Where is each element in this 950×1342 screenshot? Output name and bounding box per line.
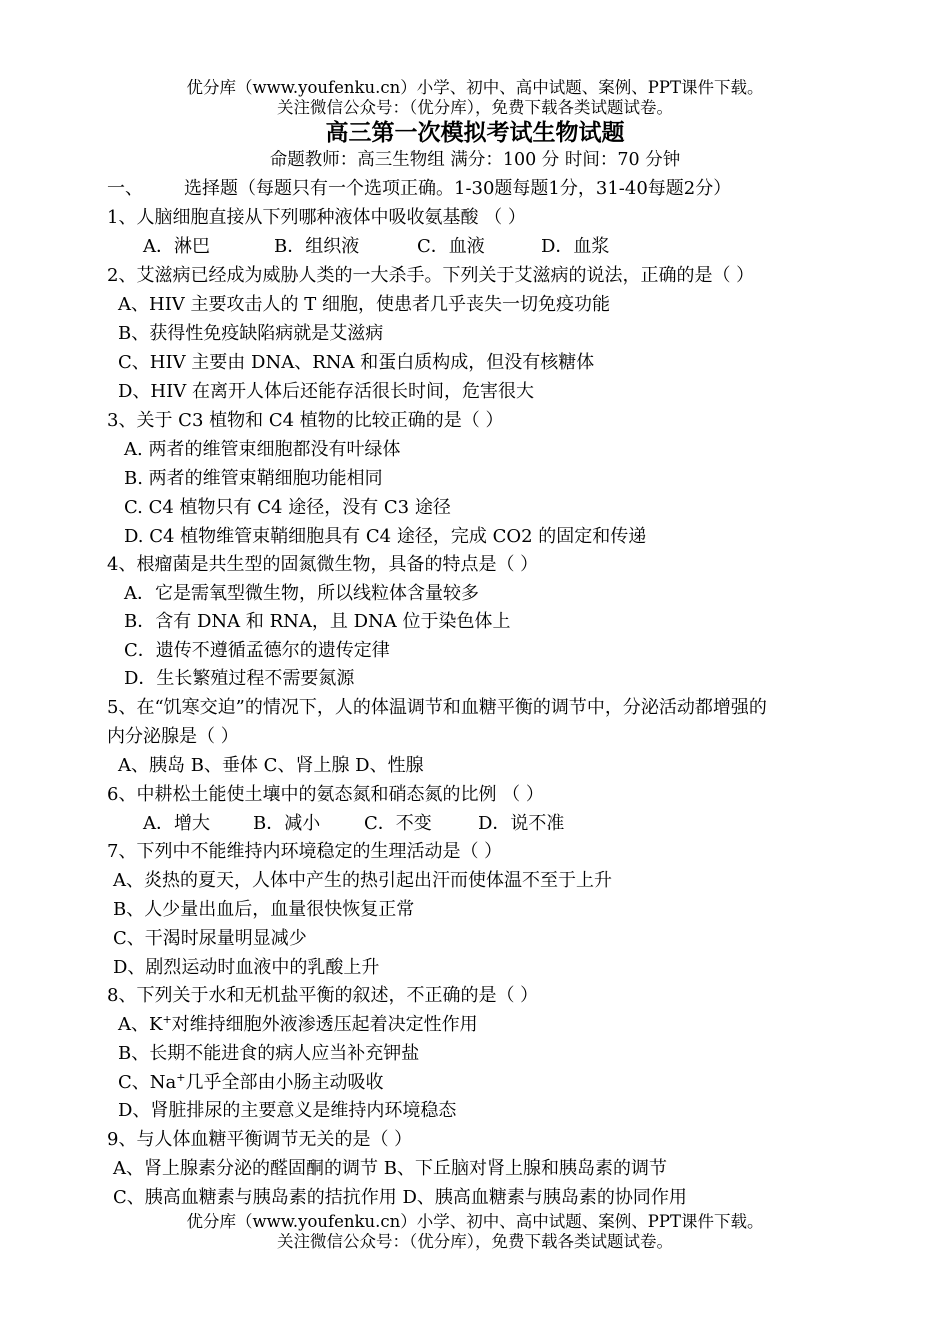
q7-option-a: A、炎热的夏天，人体中产生的热引起出汗而使体温不至于上升 [113, 870, 612, 891]
q1-option-b: B．组织液 [274, 236, 360, 257]
q2-option-a: A、HIV 主要攻击人的 T 细胞，使患者几乎丧失一切免疫功能 [118, 294, 610, 315]
q7-option-d: D、剧烈运动时血液中的乳酸上升 [113, 957, 380, 978]
q4-option-b: B．含有 DNA 和 RNA，且 DNA 位于染色体上 [124, 611, 511, 632]
q6-option-c: C．不变 [364, 813, 432, 834]
q8-option-a-superscript: + [162, 1013, 172, 1026]
q8-option-d: D、肾脏排尿的主要意义是维持内环境稳态 [118, 1100, 457, 1121]
exam-meta: 命题教师：高三生物组 满分：100 分 时间：70 分钟 [269, 150, 681, 170]
section-instructions: 选择题（每题只有一个选项正确。1-30题每题1分，31-40每题2分） [184, 178, 732, 199]
header-line-1: 优分库（www.youfenku.cn）小学、初中、高中试题、案例、PPT课件下载。 [186, 78, 764, 97]
q8-option-c-prefix: C、Na [118, 1072, 177, 1093]
q4-option-a: A．它是需氧型微生物，所以线粒体含量较多 [124, 583, 479, 604]
q1-option-c: C．血液 [417, 236, 485, 257]
q4-option-d: D．生长繁殖过程不需要氮源 [124, 668, 355, 689]
footer-line-2: 关注微信公众号：（优分库），免费下载各类试题试卷。 [277, 1232, 673, 1251]
page-title: 高三第一次模拟考试生物试题 [325, 119, 625, 146]
q6-option-d: D．说不准 [478, 813, 565, 834]
q7-option-b: B、人少量出血后，血量很快恢复正常 [113, 899, 415, 920]
q6-option-a: A．增大 [143, 813, 210, 834]
q4-stem: 4、根瘤菌是共生型的固氮微生物，具备的特点是（ ） [107, 554, 539, 575]
q1-stem: 1、人脑细胞直接从下列哪种液体中吸收氨基酸 （ ） [107, 207, 526, 228]
header-line-2: 关注微信公众号：（优分库），免费下载各类试题试卷。 [277, 98, 673, 117]
q8-option-c [118, 1071, 383, 1095]
q2-option-c: C、HIV 主要由 DNA、RNA 和蛋白质构成，但没有核糖体 [118, 352, 595, 373]
q8-stem: 8、下列关于水和无机盐平衡的叙述，不正确的是（ ） [107, 985, 539, 1006]
q8-option-c-superscript: + [176, 1071, 186, 1084]
q1-option-d: D．血浆 [541, 236, 610, 257]
footer-line-1: 优分库（www.youfenku.cn）小学、初中、高中试题、案例、PPT课件下载。 [186, 1212, 764, 1231]
q8-option-c-text: 几乎全部由小肠主动吸收 [185, 1072, 384, 1093]
q8-option-b: B、长期不能进食的病人应当补充钾盐 [118, 1043, 420, 1064]
q2-option-d: D、HIV 在离开人体后还能存活很长时间，危害很大 [118, 381, 534, 402]
q8-option-a-text: 对维持细胞外液渗透压起着决定性作用 [171, 1014, 478, 1035]
q9-stem: 9、与人体血糖平衡调节无关的是（ ） [107, 1129, 413, 1150]
q2-option-b: B、获得性免疫缺陷病就是艾滋病 [118, 323, 384, 344]
q7-option-c: C、干渴时尿量明显减少 [113, 928, 307, 949]
q3-option-d: D. C4 植物维管束鞘细胞具有 C4 途径，完成 CO2 的固定和传递 [124, 526, 647, 547]
section-number: 一、 [107, 178, 143, 199]
q7-stem: 7、下列中不能维持内环境稳定的生理活动是（ ） [107, 841, 503, 862]
q6-stem: 6、中耕松土能使土壤中的氨态氮和硝态氮的比例 （ ） [107, 784, 544, 805]
q1-option-a: A．淋巴 [143, 236, 210, 257]
q9-options-ab: A、肾上腺素分泌的醛固酮的调节 B、下丘脑对肾上腺和胰岛素的调节 [113, 1158, 667, 1179]
q2-stem: 2、艾滋病已经成为威胁人类的一大杀手。下列关于艾滋病的说法，正确的是（ ） [107, 265, 755, 286]
q3-stem: 3、关于 C3 植物和 C4 植物的比较正确的是（ ） [107, 410, 504, 431]
q5-stem-line-2: 内分泌腺是（ ） [107, 726, 239, 747]
q3-option-a: A. 两者的维管束细胞都没有叶绿体 [124, 439, 401, 460]
q4-option-c: C．遗传不遵循孟德尔的遗传定律 [124, 640, 390, 661]
q8-option-a-prefix: A、K [118, 1014, 163, 1035]
q5-stem-line-1: 5、在“饥寒交迫”的情况下，人的体温调节和血糖平衡的调节中，分泌活动都增强的 [107, 697, 767, 718]
q8-option-a [118, 1013, 478, 1037]
q3-option-b: B. 两者的维管束鞘细胞功能相同 [124, 468, 383, 489]
q3-option-c: C. C4 植物只有 C4 途径，没有 C3 途径 [124, 497, 451, 518]
q6-option-b: B．减小 [253, 813, 321, 834]
q9-options-cd: C、胰高血糖素与胰岛素的拮抗作用 D、胰高血糖素与胰岛素的协同作用 [113, 1187, 687, 1208]
q5-options: A、胰岛 B、垂体 C、肾上腺 D、性腺 [118, 755, 424, 776]
